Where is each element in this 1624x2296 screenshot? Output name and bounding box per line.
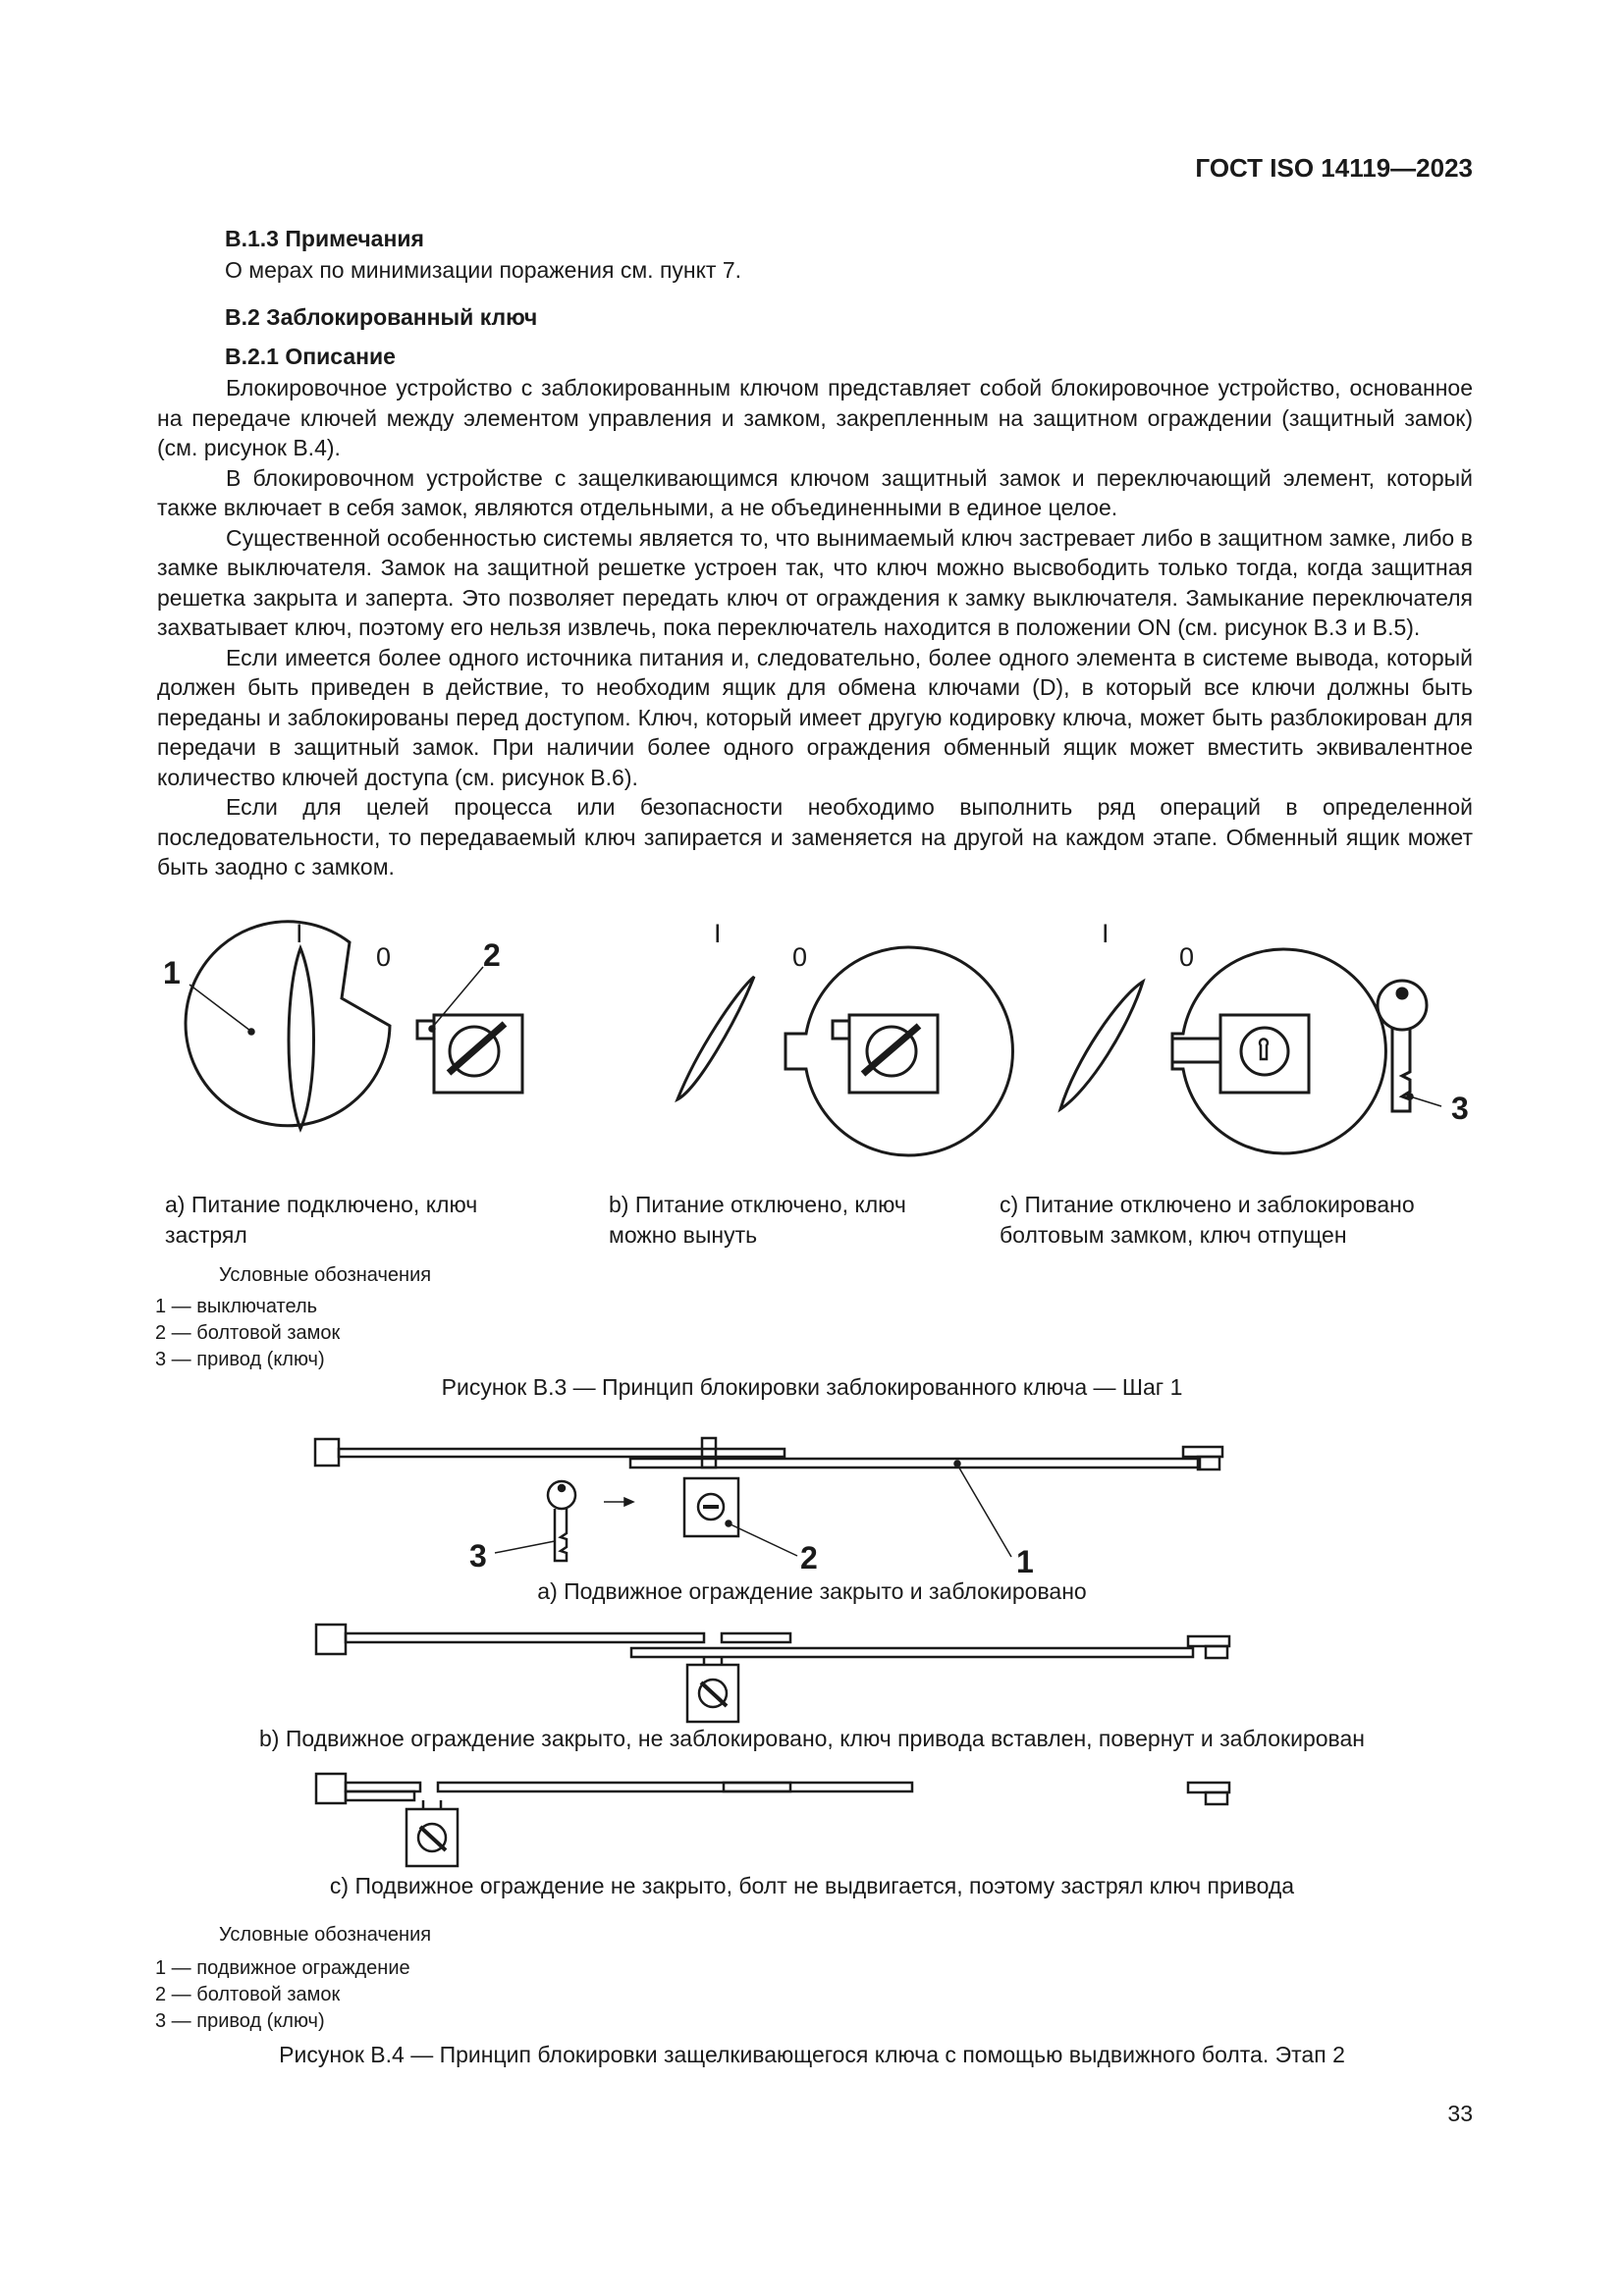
caption-line: а) Питание подключено, ключ	[165, 1192, 478, 1217]
callout-3: 3	[469, 1538, 487, 1574]
document-header: ГОСТ ISO 14119—2023	[1195, 153, 1473, 183]
caption-line: можно вынуть	[609, 1222, 758, 1248]
callout-2: 2	[800, 1540, 818, 1575]
callout-2: 2	[483, 937, 501, 973]
switch-off-label-a: 0	[376, 942, 392, 972]
legend-item: 3 — привод (ключ)	[155, 2010, 325, 2032]
callout-1: 1	[1016, 1544, 1034, 1579]
figure-b4-caption-c: с) Подвижное ограждение не закрыто, болт не выдвигается, поэтому застрял ключ привода	[329, 1873, 1295, 1898]
guard-c	[316, 1774, 1229, 1804]
paragraph: В блокировочном устройстве с защелкивающимся ключом защитный замок и переключающий элемент, который также включает в себя замок, являются отдельными, а не объединенными в единое целое.	[157, 464, 1473, 520]
caption-line: с) Питание отключено и заблокировано	[1000, 1192, 1415, 1217]
paragraph: Блокировочное устройство с заблокированным ключом представляет собой блокировочное устройство, основанное на передаче ключей между элементом управления и замком, закрепленным на защитном ограждении (защитный замок) (см. рисунок В.4).	[157, 375, 1473, 460]
switch-off-label-c: 0	[1179, 942, 1195, 972]
figure-b4-legend-title: Условные обозначения	[219, 1924, 432, 1946]
switch-off-label-b: 0	[792, 942, 808, 972]
switch-on-label-a: I	[296, 919, 303, 948]
paragraph: Если для целей процесса или безопасности необходимо выполнить ряд операций в определенной последовательности, то передаваемый ключ запирается и заменяется на другой на каждом этапе. Обменный ящик может быть заодно с замком.	[157, 794, 1473, 880]
legend-item: 2 — болтовой замок	[155, 1984, 341, 2005]
switch-on-label-b: I	[714, 919, 722, 948]
legend-item: 1 — подвижное ограждение	[155, 1957, 410, 1979]
figure-b3-title: Рисунок В.3 — Принцип блокировки заблокированного ключа — Шаг 1	[441, 1374, 1183, 1400]
figure-b4-caption-a: а) Подвижное ограждение закрыто и заблокировано	[537, 1578, 1087, 1604]
section-b13-title: В.1.3 Примечания	[225, 226, 424, 251]
caption-line: b) Питание отключено, ключ	[609, 1192, 906, 1217]
switch-on-label-c: I	[1102, 919, 1110, 948]
bolt-lock-row-b	[687, 1657, 738, 1722]
figure-b4-caption-b: b) Подвижное ограждение закрыто, не заблокировано, ключ привода вставлен, повернут и заблокирован	[259, 1726, 1365, 1751]
caption-line: болтовым замком, ключ отпущен	[1000, 1222, 1347, 1248]
callout-1: 1	[163, 955, 181, 990]
paragraph: Существенной особенностью системы является то, что вынимаемый ключ застревает либо в защитном замке, либо в замке выключателя. Замок на защитной решетке устроен так, что ключ можно высвободить только тогда, когда защитная решетка закрыта и заперта. Это позволяет передать ключ от ограждения к замку выключателя. Замыкание переключателя захватывает ключ, поэтому его нельзя извлечь, пока переключатель находится в положении ON (см. рисунок В.3 и В.5).	[157, 524, 1473, 640]
section-b13-text: О мерах по минимизации поражения см. пункт 7.	[225, 257, 742, 283]
bolt-lock-row-a	[684, 1478, 738, 1536]
guard-a	[315, 1438, 1222, 1469]
page-number: 33	[1447, 2101, 1473, 2126]
bolt-lock-row-c	[406, 1800, 458, 1866]
figure-b4-legend	[155, 1955, 410, 2035]
key-row-a	[548, 1481, 575, 1561]
legend-item: 3 — привод (ключ)	[155, 1349, 325, 1370]
caption-line: застрял	[165, 1222, 247, 1248]
figure-b3-legend-title: Условные обозначения	[219, 1264, 432, 1286]
section-b2-title: В.2 Заблокированный ключ	[225, 304, 538, 330]
guard-b	[316, 1625, 1229, 1658]
callout-3: 3	[1451, 1091, 1469, 1126]
legend-item: 2 — болтовой замок	[155, 1322, 341, 1344]
figure-b4-title: Рисунок В.4 — Принцип блокировки защелкивающегося ключа с помощью выдвижного болта. Этап 2	[279, 2042, 1345, 2067]
paragraph: Если имеется более одного источника питания и, следовательно, более одного элемента в системе вывода, который должен быть приведен в действие, то необходим ящик для обмена ключами (D), в который все ключи должны быть переданы и заблокированы перед доступом. Ключ, который имеет другую кодировку ключа, может быть разблокирован для передачи в защитный замок. При наличии более одного ограждения обменный ящик может вместить эквивалентное количество ключей доступа (см. рисунок В.6).	[157, 644, 1473, 790]
legend-item: 1 — выключатель	[155, 1296, 318, 1317]
section-b21-title: В.2.1 Описание	[225, 344, 396, 369]
